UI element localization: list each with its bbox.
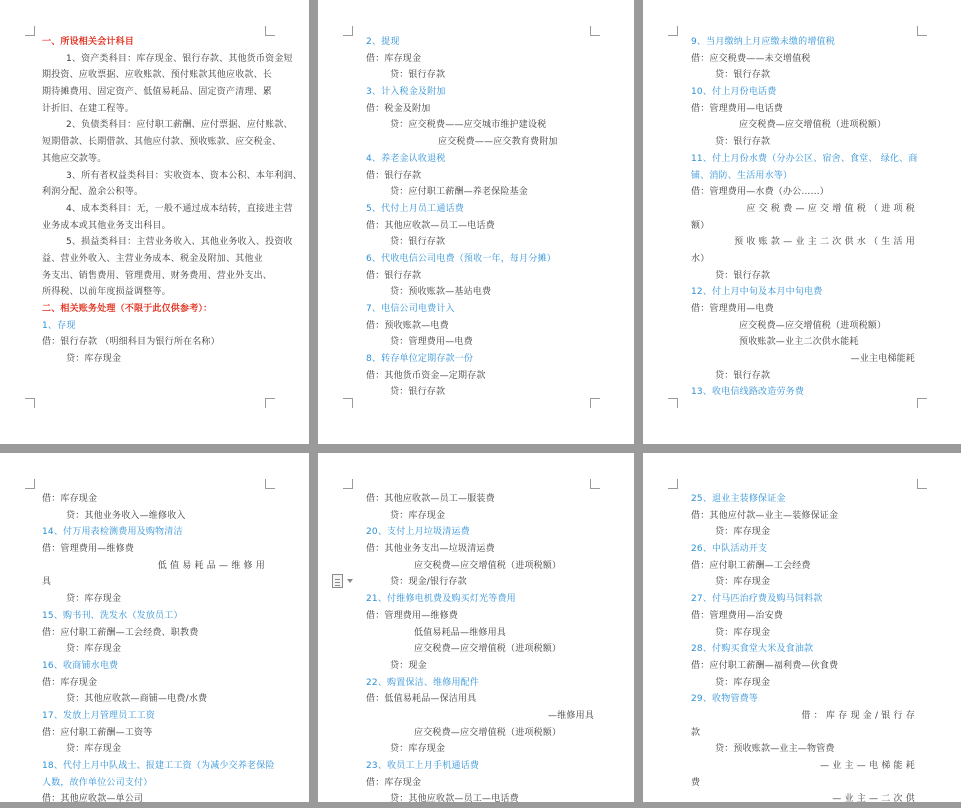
text-line: 借：其他应收款—员工—服装费 [366, 494, 495, 504]
entry-heading: 3、计入税金及附加 [366, 87, 446, 98]
page-text [366, 34, 594, 401]
text-line: 借：银行存款 [366, 170, 422, 181]
document-page-4 [0, 453, 309, 805]
entry-heading: 23、收员工上月手机通话费 [366, 761, 480, 771]
crop-mark [343, 479, 353, 489]
text-line: 应交税费—应交增值税（进项税额） [414, 644, 562, 655]
text-line: 贷：库存现金 [715, 677, 771, 688]
text-line: 借：其他应收款—单公司 [42, 794, 144, 805]
document-page-2 [318, 0, 634, 444]
text-line: 借：管理费用—维修费 [366, 610, 459, 621]
text-line: 4、成本类科目：无，一般不通过成本结转，直接进主营 [66, 203, 293, 214]
text-line: 预 收 账 款 — 业 主 二 次 供 水 （ 生 活 用 [734, 237, 915, 248]
text-line: 借：库存现金 [366, 53, 422, 64]
text-line: 借：应付职工薪酬—工资等 [42, 727, 153, 738]
text-line: —业主电梯能耗 [850, 354, 915, 365]
crop-mark [25, 479, 35, 489]
text-line: 借：其他应收款—员工—电话费 [366, 220, 495, 231]
text-line: 贷：库存现金 [66, 354, 122, 365]
text-line: 贷：库存现金 [66, 744, 122, 755]
text-line: 借：其他业务支出—垃圾清运费 [366, 544, 495, 555]
crop-mark [668, 398, 678, 408]
text-line: 低值易耗品—维修用具 [414, 627, 507, 638]
entry-heading: 14、付万用表检测费用及购物清洁 [42, 527, 183, 538]
page-text [691, 34, 918, 401]
text-line: 3、所有者权益类科目：实收资本、资本公积、本年利润、 [66, 170, 302, 181]
text-line: 借：管理费用—治安费 [691, 610, 784, 621]
entry-heading: 13、收电信线路改造劳务费 [691, 387, 805, 398]
text-line: 2、负债类科目：应付职工薪酬、应付票据、应付账款、 [66, 120, 293, 131]
crop-mark [917, 479, 927, 489]
entry-heading: 11、付上月份水费（分办公区、宿舍、食堂、 绿化、商 [691, 153, 918, 164]
document-icon[interactable] [332, 574, 343, 588]
text-line: 借：其他货币资金—定期存款 [366, 370, 486, 381]
text-line: 借：银行存款 [366, 270, 422, 281]
chevron-down-icon[interactable] [347, 579, 353, 583]
text-line: 贷：库存现金 [715, 527, 771, 538]
page-text [42, 34, 302, 368]
text-line: 贷：预收账款—业主—物管费 [715, 744, 835, 755]
entry-heading: 8、转存单位定期存款一份 [366, 354, 474, 365]
crop-mark [917, 26, 927, 36]
entry-heading: 6、代收电信公司电费（预收一年，每月分摊） [366, 253, 556, 264]
text-line: 借：管理费用—水费（办公……） [691, 187, 830, 198]
text-line: 应交税费—应交增值税（进项税额） [739, 320, 887, 331]
page-text [366, 491, 594, 808]
text-line: 务支出、销售费用、管理费用、财务费用、营业外支出、 [42, 270, 273, 281]
text-line: 借：其他应付款—业主—装修保证金 [691, 510, 839, 521]
text-line: 贷：库存现金 [715, 577, 771, 588]
text-line: 贷：库存现金 [66, 594, 122, 605]
entry-heading: 22、购置保洁、维修用配件 [366, 677, 480, 688]
text-line: 贷：现金 [390, 660, 427, 671]
text-line: 款 [691, 727, 701, 738]
text-line: 贷：预收账款—基站电费 [390, 287, 492, 298]
text-line: 借：税金及附加 [366, 103, 431, 114]
text-line: 贷：其他应收款—商铺—电费/水费 [66, 694, 208, 705]
entry-heading: 12、付上月中旬及本月中旬电费 [691, 287, 823, 298]
text-line: 费 [691, 777, 701, 788]
document-page-5 [318, 453, 634, 805]
text-line: 益、营业外收入、主营业务成本、税金及附加、其他业 [42, 253, 263, 264]
entry-heading: 18、代付上月中队战士、报建工工资（为减少交养老保险 [42, 761, 275, 771]
text-line: 水） [691, 253, 710, 264]
text-line: 计折旧、在建工程等。 [42, 103, 135, 114]
crop-mark [343, 398, 353, 408]
text-line: 所得税、以前年度损益调整等。 [42, 287, 171, 298]
text-line: 额） [691, 220, 710, 231]
entry-heading: 5、代付上月员工通话费 [366, 203, 464, 214]
entry-heading: 1、存现 [42, 320, 76, 331]
text-line: 贷：银行存款 [390, 237, 446, 248]
crop-mark [265, 398, 275, 408]
text-line: 应交税费—应交增值税（进项税额） [414, 560, 562, 571]
crop-mark [265, 479, 275, 489]
entry-heading: 25、退业主装修保证金 [691, 494, 786, 504]
entry-heading: 铺、消防、生活用水等） [691, 170, 793, 181]
text-line: 贷：应交税费——应交城市维护建设税 [390, 120, 547, 131]
text-line: 贷：银行存款 [390, 70, 446, 81]
text-line: 借 ： 库 存 现 金 / 银 行 存 [801, 710, 915, 721]
text-line: 贷：库存现金 [390, 510, 446, 521]
text-line: 应交税费—应交增值税（进项税额） [414, 727, 562, 738]
text-line: 借：管理费用—电话费 [691, 103, 784, 114]
text-line: 借：应交税费——未交增值税 [691, 53, 811, 64]
text-line: 借：应付职工薪酬—工会经费 [691, 560, 811, 571]
entry-heading: 7、电信公司电费计入 [366, 304, 455, 314]
crop-mark [668, 26, 678, 36]
entry-heading: 2、提现 [366, 37, 400, 47]
crop-mark [265, 26, 275, 36]
text-line: 利润分配、盈余公积等。 [42, 187, 144, 198]
page-text [691, 491, 915, 808]
text-line: 期投资、应收票据、应收账款、预付账款其他应收款、长 [42, 70, 273, 81]
text-line: 贷：库存现金 [715, 627, 771, 638]
entry-heading: 27、付马匹治疗费及购马饲料款 [691, 594, 823, 605]
text-line: 借：库存现金 [366, 777, 422, 788]
text-line: 低 值 易 耗 品 — 维 修 用 [157, 560, 265, 571]
crop-mark [25, 26, 35, 36]
text-line: 具 [42, 577, 52, 588]
text-line: 借：库存现金 [42, 494, 98, 504]
entry-heading: 29、收物管费等 [691, 694, 759, 705]
text-line: — 业 主 — 电 梯 能 耗 [819, 761, 915, 771]
section-heading: 二、相关账务处理（不限于此仅供参考）： [42, 304, 213, 314]
text-line: 其他应交款等。 [42, 153, 107, 164]
text-line: 借：应付职工薪酬—福利费—伙食费 [691, 660, 839, 671]
text-line: 贷：现金/银行存款 [390, 577, 467, 588]
text-line: 借：管理费用—电费 [691, 304, 774, 314]
text-line: 应交税费——应交教育费附加 [438, 137, 558, 148]
text-line: 贷：其他业务收入—维修收入 [66, 510, 186, 521]
entry-heading: 16、收商铺水电费 [42, 660, 119, 671]
document-page-1 [0, 0, 309, 444]
crop-mark [668, 479, 678, 489]
entry-heading: 4、养老金认收退税 [366, 153, 446, 164]
text-line: 期待摊费用、固定资产、低值易耗品、固定资产清理、累 [42, 87, 273, 98]
text-line: 贷：其他应收款—员工—电话费 [390, 794, 519, 805]
text-line: 借：银行存款 （明细科目为银行所在名称） [42, 337, 220, 348]
entry-heading: 20、支付上月垃圾清运费 [366, 527, 470, 538]
crop-mark [590, 398, 600, 408]
entry-heading: 17、发放上月管理员工工资 [42, 710, 156, 721]
entry-heading: 21、付维修电机费及购买灯光等费用 [366, 594, 516, 605]
crop-mark [590, 479, 600, 489]
crop-mark [917, 398, 927, 408]
text-line: —维修用具 [547, 710, 594, 721]
text-line: 贷：库存现金 [390, 744, 446, 755]
text-line: 贷：库存现金 [66, 644, 122, 655]
text-line: 贷：银行存款 [715, 270, 771, 281]
text-line: 贷：银行存款 [390, 387, 446, 398]
crop-mark [590, 26, 600, 36]
text-line: 借：管理费用—维修费 [42, 544, 135, 555]
crop-mark [25, 398, 35, 408]
text-line: 贷：应付职工薪酬—养老保险基金 [390, 187, 529, 198]
text-line: 借：低值易耗品—保洁用具 [366, 694, 477, 705]
page-text [42, 491, 275, 808]
text-line: 贷：银行存款 [715, 70, 771, 81]
document-page-6 [643, 453, 961, 805]
text-line: 借：库存现金 [42, 677, 98, 688]
text-line: 贷：银行存款 [715, 370, 771, 381]
text-line: 贷：管理费用—电费 [390, 337, 473, 348]
text-line: 应 交 税 费 — 应 交 增 值 税 （ 进 项 税 [746, 203, 915, 214]
text-line: 短期借款、长期借款、其他应付款、预收账款、应交税金、 [42, 137, 282, 148]
entry-heading: 10、付上月份电话费 [691, 87, 777, 98]
entry-heading: 人数，故作单位公司支付） [42, 777, 153, 788]
section-heading: 一、所设相关会计科目 [42, 37, 135, 47]
text-line: — 业 主 — 二 次 供 [832, 794, 915, 805]
entry-heading: 28、付购买食堂大米及食油款 [691, 644, 814, 655]
text-line: 借：应付职工薪酬—工会经费、职教费 [42, 627, 199, 638]
text-line: 应交税费—应交增值税（进项税额） [739, 120, 887, 131]
entry-heading: 9、当月缴纳上月应缴未缴的增值税 [691, 37, 835, 47]
text-line: 1、资产类科目：库存现金、银行存款、其他货币资金短 [66, 53, 293, 64]
text-line: 业务成本或其他业务支出科目。 [42, 220, 171, 231]
text-line: 贷：银行存款 [715, 137, 771, 148]
text-line: 5、损益类科目：主营业务收入、其他业务收入、投资收 [66, 237, 293, 248]
document-page-3 [643, 0, 961, 444]
crop-mark [343, 26, 353, 36]
text-line: 预收账款—业主二次供水能耗 [739, 337, 859, 348]
text-line: 借：预收账款—电费 [366, 320, 449, 331]
entry-heading: 15、购书刊、洗发水（发放员工） [42, 610, 183, 621]
entry-heading: 26、中队活动开支 [691, 544, 768, 555]
